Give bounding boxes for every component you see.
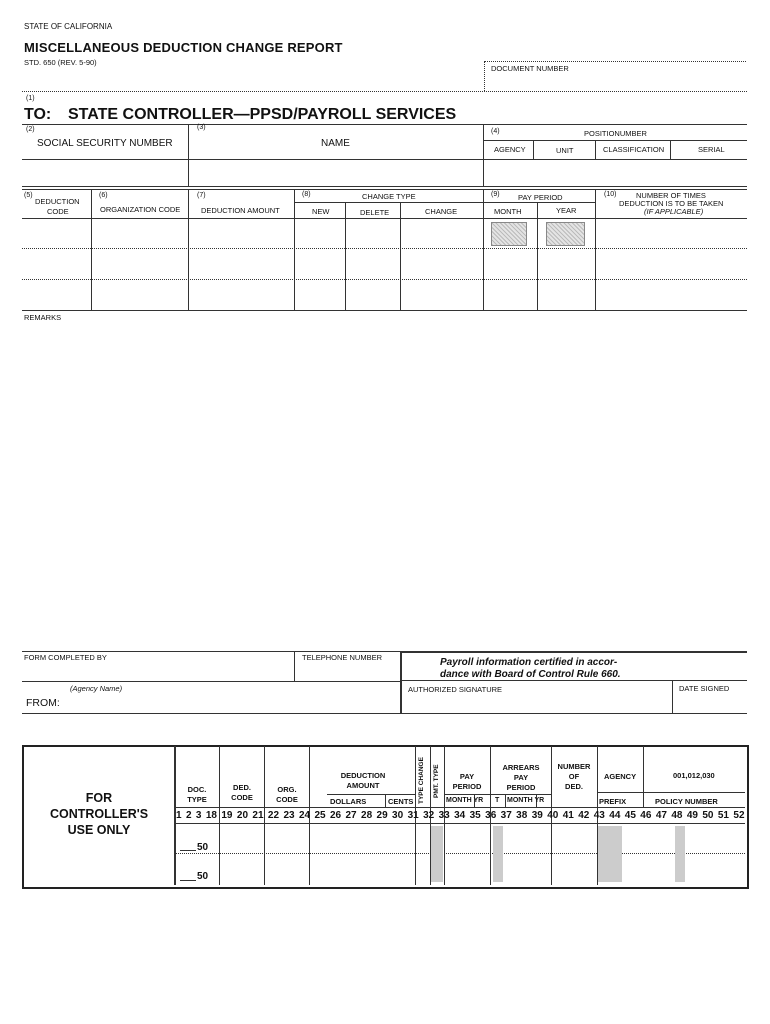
column-number: 30 [392, 810, 404, 821]
ded-amount-label: DEDUCTION AMOUNT [201, 206, 280, 215]
pay-1: PAY [459, 772, 475, 781]
s2-head-bottom [22, 218, 747, 219]
s2-v8 [595, 189, 596, 310]
column-number: 20 [236, 810, 249, 821]
arrears-1: ARREARS [502, 763, 540, 772]
telephone-label: TELEPHONE NUMBER [302, 653, 383, 662]
column-number: 37 [500, 810, 512, 821]
classification-label: CLASSIFICATION [603, 145, 665, 154]
row1-value: 50 [197, 842, 209, 853]
org-code-1: ORG. [277, 785, 297, 794]
org-code-label: ORGANIZATION CODE [100, 205, 181, 214]
s2-change-sub [294, 202, 483, 203]
completed-by-label: FORM COMPLETED BY [24, 653, 107, 662]
controller-use-only [24, 790, 174, 838]
footer-bottom [22, 713, 747, 714]
column-number: 48 [671, 810, 683, 821]
agency-field[interactable] [486, 162, 531, 184]
s2-v4 [345, 202, 346, 310]
from-label: FROM: [26, 697, 60, 709]
column-number: 26 [329, 810, 342, 821]
column-number: 50 [702, 810, 714, 821]
n10: (10) [604, 191, 617, 198]
times-label-2: DEDUCTION IS TO BE TAKEN [619, 199, 724, 208]
column-number: 49 [686, 810, 698, 821]
cv-policy-sub [597, 792, 745, 793]
cert-line-1: Payroll information certified in accor- [440, 657, 618, 668]
deduction-code-2: CODE [47, 207, 69, 216]
state-label: STATE OF CALIFORNIA [24, 22, 113, 31]
cv-cents [385, 794, 386, 807]
column-number: 52 [733, 810, 745, 821]
column-number: 45 [624, 810, 636, 821]
remarks-field[interactable] [24, 326, 744, 646]
times-label-3: (IF APPLICABLE) [644, 207, 704, 216]
date-signed-label: DATE SIGNED [679, 684, 730, 693]
doc-type-1: DOC. [187, 785, 207, 794]
unit-label: UNIT [556, 146, 574, 155]
gray-t-col [493, 826, 503, 882]
column-number: 39 [531, 810, 543, 821]
s1-div-4 [595, 140, 596, 160]
s2-pay-sub [483, 202, 595, 203]
ssn-label: SOCIAL SECURITY NUMBER [37, 138, 173, 149]
ded-code-2: CODE [231, 793, 253, 802]
year-shaded-cell [546, 222, 585, 246]
s2-v2 [188, 189, 189, 310]
column-number: 32 [423, 810, 435, 821]
divider [22, 91, 747, 92]
pay-period-label: PAY PERIOD [518, 193, 563, 202]
row1-underline [180, 850, 196, 851]
delete-label: DELETE [360, 208, 390, 217]
doc-number-top-line [484, 61, 746, 62]
number-2: OF [568, 772, 580, 781]
use-line-3: USE ONLY [67, 823, 131, 837]
completed-by-field[interactable] [24, 664, 292, 679]
name-num: (3) [197, 124, 206, 131]
ssn-num: (2) [26, 126, 35, 133]
dollars-label: DOLLARS [330, 797, 367, 806]
footer-v3 [672, 680, 673, 713]
cv-agency [643, 746, 644, 807]
s2-v6 [483, 189, 484, 310]
column-number: 44 [609, 810, 621, 821]
deduction-code-1: DEDUCTION [35, 197, 80, 206]
pmt-type-label: PMT. TYPE [433, 764, 440, 798]
name-label: NAME [321, 138, 350, 149]
use-line-2: CONTROLLER'S [49, 807, 149, 821]
s2-v3 [294, 189, 295, 310]
recipient: STATE CONTROLLER—PPSD/PAYROLL SERVICES [68, 106, 457, 123]
column-number: 1 [176, 810, 182, 821]
prefix-label: PREFIX [599, 797, 627, 806]
s1-div-1 [188, 124, 189, 186]
ctrl-row-line [175, 853, 745, 854]
ctrl-agency-label: AGENCY [604, 772, 637, 781]
n5: (5) [24, 192, 33, 199]
column-number: 27 [345, 810, 357, 821]
type-change-label: TYPE CHANGE [418, 757, 425, 804]
auth-signature-label: AUTHORIZED SIGNATURE [408, 685, 503, 694]
column-number: 25 [314, 810, 326, 821]
org-code-head [268, 785, 306, 805]
date-signed-field[interactable] [675, 695, 745, 711]
n6: (6) [99, 192, 108, 199]
document-number-field[interactable] [490, 76, 740, 90]
n9: (9) [491, 191, 500, 198]
column-number: 35 [469, 810, 481, 821]
pay-2: PERIOD [452, 782, 482, 791]
gray-policy-col [675, 826, 685, 882]
column-number: 2 [185, 810, 192, 821]
column-number: 47 [655, 810, 667, 821]
column-number: 18 [205, 810, 217, 821]
to-num: (1) [26, 95, 35, 102]
amount-head [330, 771, 396, 791]
s2-row-line-1 [22, 248, 747, 249]
column-number: 41 [562, 810, 574, 821]
arrears-t: T [495, 797, 500, 804]
month-label: MONTH [494, 207, 522, 216]
column-number: 43 [593, 810, 605, 821]
s1-top [22, 124, 747, 125]
s1-div-3 [533, 140, 534, 160]
agency-label: AGENCY [494, 145, 526, 154]
pay-period-head [446, 772, 488, 792]
year-label: YEAR [556, 206, 577, 215]
ded-code-head [224, 783, 260, 803]
policy-number-label: POLICY NUMBER [655, 797, 718, 806]
row2-underline [180, 880, 196, 881]
column-number: 40 [547, 810, 559, 821]
serial-label: SERIAL [698, 145, 725, 154]
remarks-label: REMARKS [24, 313, 62, 322]
column-number: 3 [195, 810, 202, 821]
month-shaded-cell [491, 222, 527, 246]
ctrl-num-top [175, 807, 745, 808]
column-number: 22 [267, 810, 280, 821]
document-number-label: DOCUMENT NUMBER [491, 64, 569, 73]
column-number: 38 [516, 810, 528, 821]
position-num: (4) [491, 128, 500, 135]
change-label: CHANGE [425, 207, 458, 216]
use-line-1: FOR [85, 791, 113, 805]
doc-number-left-line [484, 61, 485, 91]
s1-sub-line [483, 140, 747, 141]
s2-bottom [22, 310, 747, 311]
doc-type-head [180, 785, 214, 805]
amount-1: DEDUCTION [340, 771, 386, 780]
unit-field[interactable] [536, 162, 593, 184]
footer-mid-left [22, 681, 400, 682]
s2-top [22, 189, 747, 190]
cert-line-2: dance with Board of Control Rule 660. [440, 669, 621, 680]
arrears-head [492, 763, 550, 793]
form-title: MISCELLANEOUS DEDUCTION CHANGE REPORT [24, 40, 343, 55]
gray-prefix-col [598, 826, 622, 882]
policy-codes: 001,012,030 [673, 771, 715, 780]
footer-mid-right [400, 680, 747, 681]
n8: (8) [302, 191, 311, 198]
number-head [553, 762, 595, 792]
s2-v1 [91, 189, 92, 310]
name-field[interactable] [191, 162, 481, 184]
cents-label: CENTS [388, 797, 414, 806]
column-number: 29 [376, 810, 388, 821]
column-number: 42 [578, 810, 590, 821]
change-type-label: CHANGE TYPE [362, 192, 416, 201]
column-number: 36 [485, 810, 497, 821]
footer-v2 [400, 651, 402, 713]
column-number: 51 [717, 810, 729, 821]
column-number: 31 [407, 810, 419, 821]
column-number: 34 [454, 810, 466, 821]
position-label: POSITIONUMBER [584, 129, 647, 138]
telephone-field[interactable] [297, 664, 397, 679]
cv-amount-sub [327, 794, 415, 795]
s1-bottom [22, 186, 747, 187]
agency-name-label: (Agency Name) [70, 684, 123, 693]
signature-field[interactable] [403, 695, 669, 711]
column-number: 24 [298, 810, 311, 821]
cv-t [505, 794, 506, 807]
s2-v7 [537, 202, 538, 310]
s2-row-line-2 [22, 279, 747, 280]
s1-div-5 [670, 140, 671, 160]
column-number: 23 [283, 810, 295, 821]
s1-mid-line [22, 159, 747, 160]
column-number: 33 [438, 810, 450, 821]
pay-month-yr: MONTH YR [446, 797, 484, 804]
doc-type-2: TYPE [187, 795, 207, 804]
arrears-month-yr: MONTH YR [507, 797, 545, 804]
classification-field[interactable] [598, 162, 668, 184]
s2-v5 [400, 202, 401, 310]
to-label: TO: [24, 106, 52, 123]
number-1: NUMBER [557, 762, 591, 771]
form-id: STD. 650 (REV. 5-90) [24, 58, 97, 67]
gray-pmt-col [431, 826, 443, 882]
serial-field[interactable] [673, 162, 745, 184]
org-code-2: CODE [276, 795, 298, 804]
ctrl-num-bottom [175, 823, 745, 824]
n7: (7) [197, 192, 206, 199]
ssn-field[interactable] [24, 162, 186, 184]
arrears-3: PERIOD [506, 783, 536, 792]
footer-cert-top [400, 651, 747, 653]
ded-code-1: DED. [233, 783, 251, 792]
column-numbers [176, 810, 745, 821]
times-label-1: NUMBER OF TIMES [636, 191, 706, 200]
cv-pay-sub [444, 794, 551, 795]
column-number: 46 [640, 810, 652, 821]
column-number: 28 [361, 810, 373, 821]
amount-2: AMOUNT [346, 781, 380, 790]
new-label: NEW [312, 207, 330, 216]
column-number: 19 [221, 810, 233, 821]
footer-v1 [294, 651, 295, 681]
row2-value: 50 [197, 871, 209, 882]
arrears-2: PAY [513, 773, 529, 782]
number-3: DED. [565, 782, 583, 791]
s1-div-2 [483, 124, 484, 186]
column-number: 21 [252, 810, 264, 821]
